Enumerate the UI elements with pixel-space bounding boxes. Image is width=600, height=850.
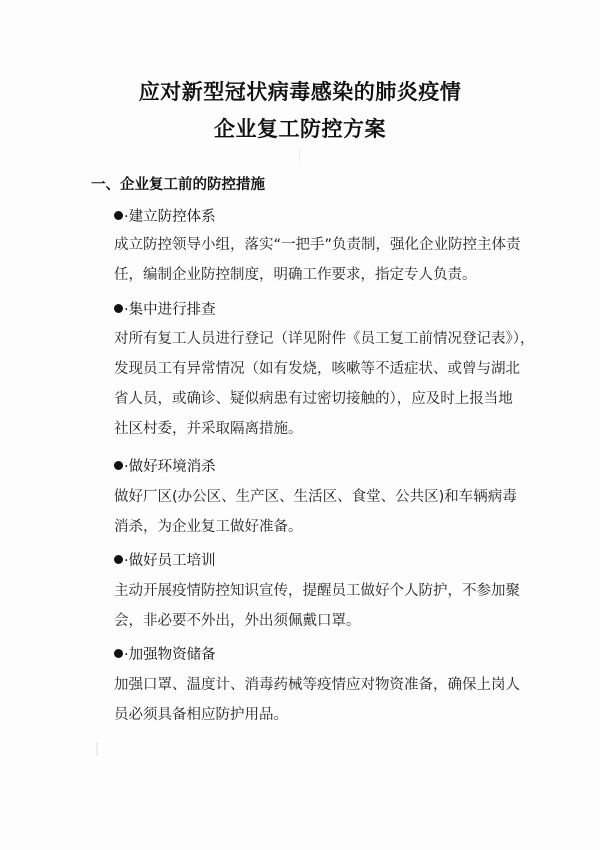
body-line: 对所有复工人员进行登记（详见附件《员工复工前情况登记表》）， bbox=[114, 331, 535, 347]
bullet-item-title bbox=[114, 299, 216, 321]
bullet-item-label: ·集中进行排查 bbox=[124, 302, 216, 318]
bullet-item-label: ·加强物资储备 bbox=[124, 647, 216, 663]
bullet-item-title bbox=[114, 550, 216, 572]
body-line: 会，非必要不外出，外出须佩戴口罩。 bbox=[114, 613, 361, 629]
bullet-item-title bbox=[114, 456, 216, 478]
body-line: 员必须具备相应防护用品。 bbox=[114, 707, 288, 723]
bullet-item-title bbox=[114, 206, 216, 228]
bullet-icon bbox=[114, 461, 123, 470]
scan-artifact bbox=[96, 742, 98, 756]
body-line: 主动开展疫情防控知识宣传，提醒员工做好个人防护，不参加聚 bbox=[114, 583, 520, 599]
bullet-item-label: ·建立防控体系 bbox=[124, 209, 216, 225]
document-title-line-2: 企业复工防控方案 bbox=[214, 117, 386, 141]
bullet-item-body bbox=[114, 670, 520, 730]
body-line: 消杀，为企业复工做好准备。 bbox=[114, 519, 303, 535]
bullet-item-body bbox=[114, 324, 535, 444]
bullet-icon bbox=[114, 211, 123, 220]
bullet-icon bbox=[114, 649, 123, 658]
body-line: 社区村委，并采取隔离措施。 bbox=[114, 421, 303, 437]
body-line: 成立防控领导小组，落实“一把手”负责制，强化企业防控主体责 bbox=[114, 237, 521, 253]
bullet-icon bbox=[114, 304, 123, 313]
bullet-item-label: ·做好员工培训 bbox=[124, 553, 216, 569]
body-line: 加强口罩、温度计、消毒药械等疫情应对物资准备，确保上岗人 bbox=[114, 677, 520, 693]
section-heading: 一、企业复工前的防控措施 bbox=[91, 177, 265, 193]
body-line: 做好厂区(办公区、生产区、生活区、食堂、公共区)和车辆病毒 bbox=[114, 489, 517, 505]
bullet-item-body bbox=[114, 230, 521, 290]
body-line: 发现员工有异常情况（如有发烧，咳嗽等不适症状、或曾与湖北 bbox=[114, 361, 520, 377]
scan-artifact bbox=[299, 148, 300, 162]
bullet-item-title bbox=[114, 644, 216, 666]
body-line: 省人员，或确诊、疑似病患有过密切接触的），应及时上报当地 bbox=[114, 391, 513, 407]
bullet-item-label: ·做好环境消杀 bbox=[124, 459, 216, 475]
bullet-icon bbox=[114, 555, 123, 564]
document-title-line-1: 应对新型冠状病毒感染的肺炎疫情 bbox=[138, 80, 462, 104]
bullet-item-body bbox=[114, 482, 517, 542]
body-line: 任，编制企业防控制度，明确工作要求，指定专人负责。 bbox=[114, 267, 477, 283]
bullet-item-body bbox=[114, 576, 520, 636]
